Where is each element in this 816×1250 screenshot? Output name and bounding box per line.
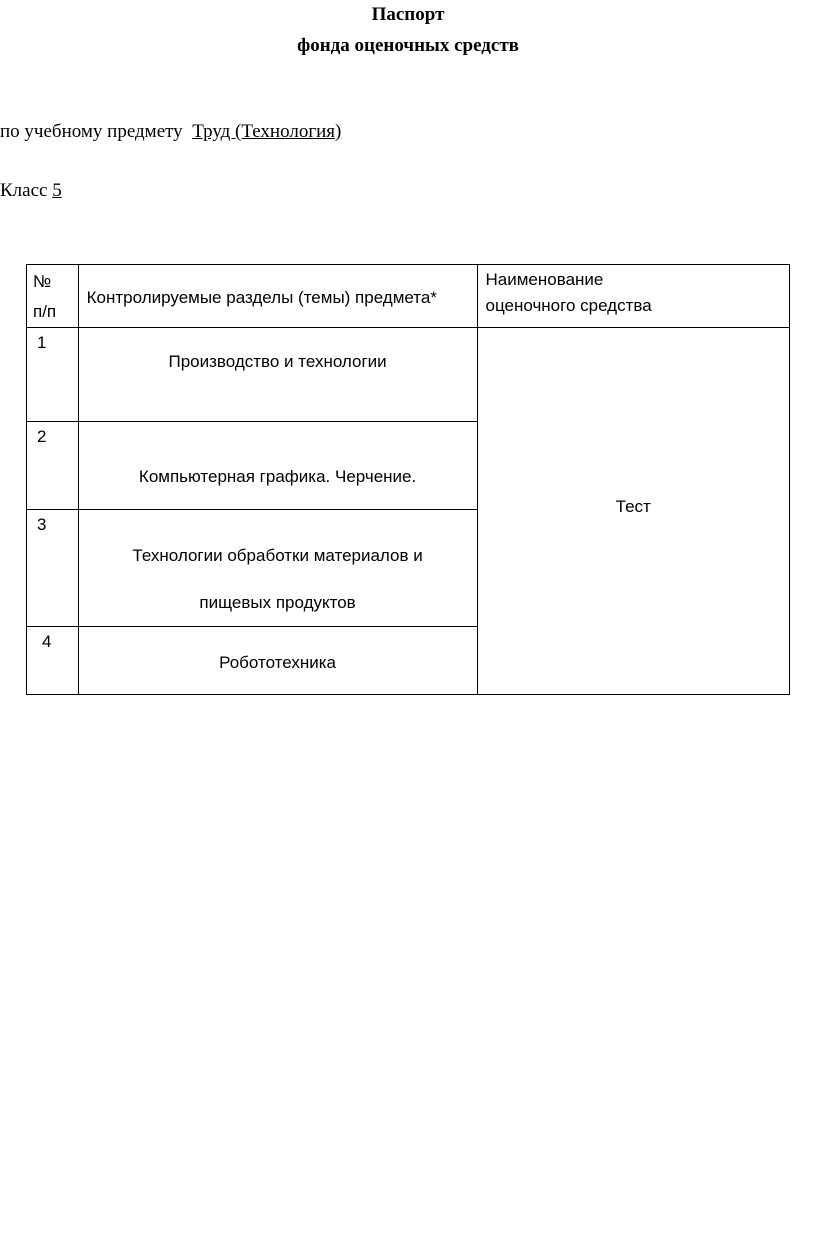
class-label: Класс [0, 180, 48, 201]
table-row [27, 328, 790, 422]
document-title: Паспорт [371, 4, 445, 25]
subject-label: по учебному предмету [0, 121, 183, 142]
row-section [78, 510, 477, 627]
row-section-text: Производство и технологии [168, 352, 387, 371]
row-number: 4 [27, 627, 79, 695]
row-section [78, 422, 477, 510]
row-number: 1 [27, 328, 79, 422]
table-header-row [27, 265, 790, 328]
header-number-pp: п/п [33, 302, 57, 321]
tool-cell [477, 328, 789, 695]
class-line [0, 180, 62, 202]
header-number [27, 265, 79, 328]
tool-value: Тест [615, 496, 651, 516]
row-section-line1: Технологии обработки материалов и [132, 546, 423, 565]
row-section [78, 328, 477, 422]
header-number-sign: № [33, 272, 52, 291]
document-subtitle: фонда оценочных средств [297, 35, 519, 56]
header-tool-line2: оценочного средства [485, 296, 652, 315]
subject-value: Труд (Технология) [192, 121, 342, 142]
row-number: 3 [27, 510, 79, 627]
row-number: 2 [27, 422, 79, 510]
row-section-text: Компьютерная графика. Черчение. [138, 467, 417, 486]
class-value: 5 [52, 180, 62, 201]
row-section-text [79, 510, 477, 626]
row-section-text: Робототехника [219, 653, 337, 672]
header-sections: Контролируемые разделы (темы) предмета* [78, 265, 477, 328]
subject-line [0, 121, 341, 143]
row-section [78, 627, 477, 695]
row-section-line2: пищевых продуктов [199, 593, 356, 612]
header-tool-line1: Наименование [485, 270, 604, 289]
assessment-table [26, 264, 790, 695]
header-tool [477, 265, 789, 328]
